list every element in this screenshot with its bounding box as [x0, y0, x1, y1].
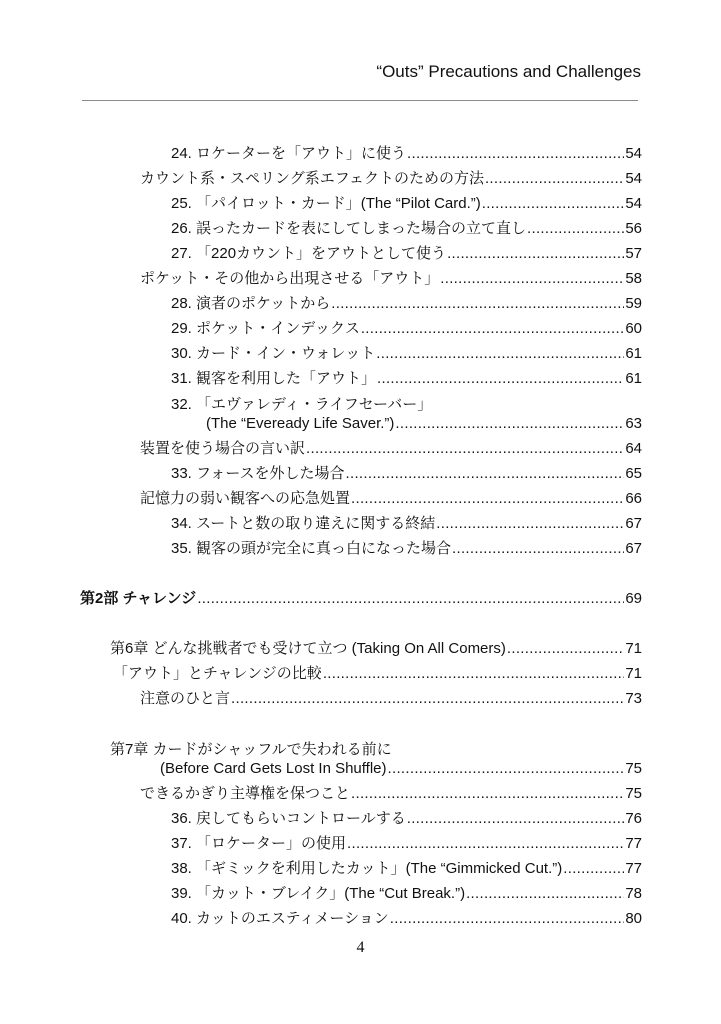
- toc-entry-label: 29. ポケット・インデックス: [171, 320, 360, 337]
- toc-entry-label: 33. フォースを外した場合: [171, 465, 345, 482]
- toc-page-number: 77: [625, 860, 642, 877]
- toc-entry-34: [171, 514, 642, 534]
- toc-entry-label: 第2部 チャレンジ: [80, 590, 197, 607]
- header-divider: [82, 100, 638, 101]
- toc-entry-30: [171, 344, 642, 364]
- toc-page-number: 57: [625, 245, 642, 262]
- toc-dot-leader: [351, 489, 624, 509]
- toc-entry-label: 24. ロケーターを「アウト」に使う: [171, 145, 407, 162]
- toc-dot-leader: [197, 589, 624, 609]
- toc-entry-label: (Before Card Gets Lost In Shuffle): [160, 760, 387, 777]
- toc-page-number: 69: [625, 590, 642, 607]
- toc-dot-leader: [436, 514, 624, 534]
- toc-page-number: 65: [625, 465, 642, 482]
- toc-entry-label: 30. カード・イン・ウォレット: [171, 345, 376, 362]
- toc-dot-leader: [507, 639, 624, 659]
- toc-entry-label: 34. スートと数の取り違えに関する終結: [171, 515, 436, 532]
- toc-page-number: 71: [625, 640, 642, 657]
- toc-section-keep-control: [140, 784, 642, 804]
- toc-dot-leader: [407, 144, 624, 164]
- toc-dot-leader: [485, 169, 624, 189]
- toc-entry-label: 27. 「220カウント」をアウトとして使う: [171, 245, 447, 262]
- toc-page-number: 61: [625, 345, 642, 362]
- toc-dot-leader: [482, 194, 625, 214]
- toc-section-outs-vs-challenges: [113, 664, 642, 684]
- toc-entry-label: 「アウト」とチャレンジの比較: [113, 665, 322, 682]
- toc-entry-label: できるかぎり主導権を保つこと: [140, 785, 351, 802]
- toc-entry-25: [171, 194, 642, 214]
- toc-chapter-7-line1: 第7章 カードがシャッフルで失われる前に: [110, 741, 392, 758]
- toc-dot-leader: [563, 859, 624, 879]
- toc-chapter-6: [110, 639, 642, 659]
- toc-page-number: 61: [625, 370, 642, 387]
- toc-entry-31: [171, 369, 642, 389]
- toc-dot-leader: [395, 414, 624, 434]
- toc-entry-label: 25. 「パイロット・カード」(The “Pilot Card.”): [171, 195, 481, 212]
- toc-entry-label: 35. 観客の頭が完全に真っ白になった場合: [171, 540, 452, 557]
- toc-dot-leader: [331, 294, 624, 314]
- toc-dot-leader: [376, 344, 624, 364]
- toc-page-number: 75: [625, 785, 642, 802]
- toc-dot-leader: [407, 809, 625, 829]
- toc-entry-label: 記憶力の弱い観客への応急処置: [140, 490, 351, 507]
- toc-entry-label: 36. 戻してもらいコントロールする: [171, 810, 406, 827]
- toc-dot-leader: [452, 539, 624, 559]
- toc-entry-label: カウント系・スペリング系エフェクトのための方法: [140, 170, 484, 187]
- toc-entry-35: [171, 539, 642, 559]
- toc-page-number: 73: [625, 690, 642, 707]
- toc-entry-32: [206, 414, 642, 434]
- toc-entry-37: [171, 834, 642, 854]
- toc-entry-label: 注意のひと言: [140, 690, 231, 707]
- toc-page-number: 75: [625, 760, 642, 777]
- toc-section-word-of-caution: [140, 689, 642, 709]
- toc-dot-leader: [388, 759, 625, 779]
- toc-entry-label: 26. 誤ったカードを表にしてしまった場合の立て直し: [171, 220, 527, 237]
- toc-entry-label: 40. カットのエスティメーション: [171, 910, 389, 927]
- toc-page-number: 54: [625, 145, 642, 162]
- toc-page-number: 71: [625, 665, 642, 682]
- toc-part-2: [80, 589, 642, 609]
- toc-entry-40: [171, 909, 642, 929]
- toc-entry-label: 31. 観客を利用した「アウト」: [171, 370, 377, 387]
- toc-entry-39: [171, 884, 642, 904]
- toc-page-number: 54: [625, 170, 642, 187]
- toc-dot-leader: [351, 784, 624, 804]
- toc-chapter-7: [160, 759, 642, 779]
- toc-entry-label: 第6章 どんな挑戦者でも受けて立つ (Taking On All Comers): [110, 640, 506, 657]
- toc-entry-27: [171, 244, 642, 264]
- toc-entry-label: ポケット・その他から出現させる「アウト」: [140, 270, 440, 287]
- toc-page-number: 66: [625, 490, 642, 507]
- toc-entry-label: 38. 「ギミックを利用したカット」(The “Gimmicked Cut.”): [171, 860, 563, 877]
- toc-dot-leader: [231, 689, 624, 709]
- toc-section-device-excuses: [140, 439, 642, 459]
- running-header-title: “Outs” Precautions and Challenges: [376, 62, 641, 81]
- toc-page-number: 58: [625, 270, 642, 287]
- toc-entry-29: [171, 319, 642, 339]
- toc-entry-32-line1: 32. 「エヴァレディ・ライフセーバー」: [171, 396, 433, 413]
- toc-entry-24: [171, 144, 642, 164]
- toc-dot-leader: [306, 439, 624, 459]
- toc-dot-leader: [447, 244, 624, 264]
- toc-dot-leader: [390, 909, 625, 929]
- toc-entry-38: [171, 859, 642, 879]
- toc-page-number: 60: [625, 320, 642, 337]
- toc-page-number: 67: [625, 515, 642, 532]
- toc-page-number: 76: [625, 810, 642, 827]
- toc-page-number: 67: [625, 540, 642, 557]
- toc-entry-26: [171, 219, 642, 239]
- toc-entry-label: 37. 「ロケーター」の使用: [171, 835, 347, 852]
- toc-entry-label: 28. 演者のポケットから: [171, 295, 331, 312]
- toc-dot-leader: [323, 664, 625, 684]
- toc-section-pocket-outs: [140, 269, 642, 289]
- toc-page-number: 54: [625, 195, 642, 212]
- toc-entry-33: [171, 464, 642, 484]
- toc-entry-label: (The “Eveready Life Saver.”): [206, 415, 395, 432]
- toc-page-number: 56: [625, 220, 642, 237]
- toc-entry-label: 39. 「カット・ブレイク」(The “Cut Break.”): [171, 885, 466, 902]
- toc-dot-leader: [361, 319, 624, 339]
- toc-dot-leader: [466, 884, 624, 904]
- toc-page-number: 78: [625, 885, 642, 902]
- toc-dot-leader: [527, 219, 624, 239]
- page-number: 4: [356, 939, 365, 956]
- toc-entry-28: [171, 294, 642, 314]
- toc-dot-leader: [440, 269, 624, 289]
- toc-section-memory-first-aid: [140, 489, 642, 509]
- toc-section-counting-spelling: [140, 169, 642, 189]
- toc-dot-leader: [377, 369, 624, 389]
- toc-dot-leader: [347, 834, 624, 854]
- toc-page-number: 77: [625, 835, 642, 852]
- toc-page-number: 59: [625, 295, 642, 312]
- toc-entry-36: [171, 809, 642, 829]
- toc-entry-label: 装置を使う場合の言い訳: [140, 440, 306, 457]
- toc-page-number: 64: [625, 440, 642, 457]
- toc-dot-leader: [346, 464, 625, 484]
- toc-page-number: 63: [625, 415, 642, 432]
- toc-page-number: 80: [625, 910, 642, 927]
